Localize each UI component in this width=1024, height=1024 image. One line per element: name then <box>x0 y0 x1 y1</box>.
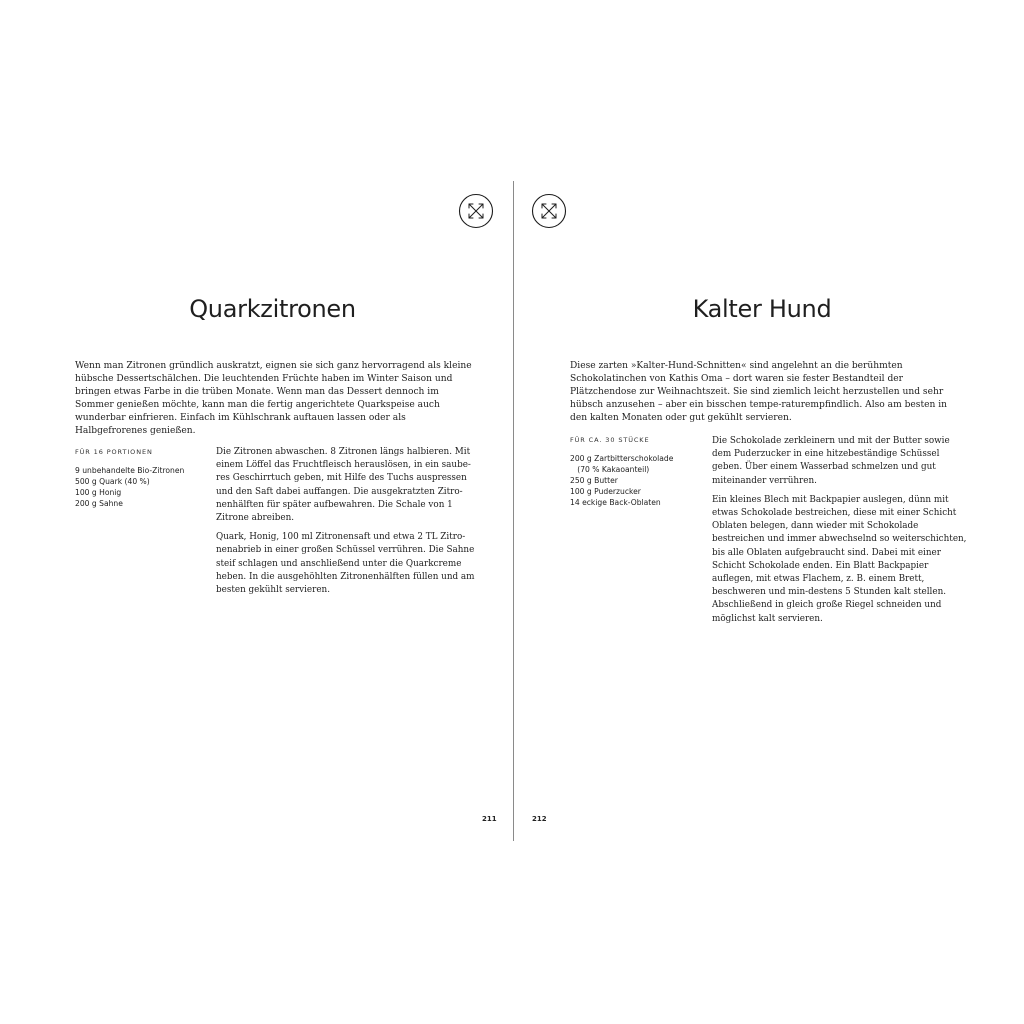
page-number: 211 <box>482 815 497 823</box>
ingredient-item: 100 g Honig <box>75 488 122 497</box>
ingredient-item: 250 g Butter <box>570 476 618 485</box>
recipe-intro: Wenn man Zitronen gründlich auskratzt, eignen sie sich ganz hervorragend als kleine hübsche Dessertschälchen. Die leuchtenden Früchte haben im Winter Saison und bringen etwas Farbe in die trüben Monate. Wenn man das Dessert dennoch im Sommer genießen möchte, kann man die fertig angerichtete Quarkspeise auch wunderbar einfrieren. Einfach im Kühlschrank auftauen lassen oder als Halbgefrorenes genießen. <box>75 361 472 436</box>
ingredient-item: 500 g Quark (40 %) <box>75 477 150 486</box>
ingredients-list <box>75 465 205 509</box>
recipe-title: Quarkzitronen <box>189 295 356 323</box>
method-block <box>216 446 476 603</box>
ingredient-item: 14 eckige Back-Oblaten <box>570 498 661 507</box>
recipe-title: Kalter Hund <box>692 295 832 323</box>
ingredient-item: 200 g Sahne <box>75 499 123 508</box>
method-paragraph: Quark, Honig, 100 ml Zitronensaft und etwa 2 TL Zitro-nenabrieb in einer großen Schüssel verrühren. Die Sahne steif schlagen und anschließend unter die Quarkcreme heben. In die ausgehöhlten Zitronenhälften füllen und am besten gekühlt servieren. <box>216 532 475 596</box>
recipe-intro: Diese zarten »Kalter-Hund-Schnitten« sind angelehnt an die berühmten Schokolatinchen von Kathis Oma – dort waren sie fester Bestandteil der Plätzchendose zur Weihnachtszeit. Sie sind ziemlich leicht herzustellen und sehr hübsch anzusehen – aber ein bisschen tempe-raturempfindlich. Also am besten in den kalten Monaten oder gut gekühlt servieren. <box>570 361 948 423</box>
right-page <box>514 0 1024 1024</box>
ingredients-list <box>570 453 700 508</box>
method-paragraph: Die Schokolade zerkleinern und mit der Butter sowie dem Puderzucker in eine hitzebeständige Schüssel geben. Über einem Wasserbad schmelzen und gut miteinander verrühren. <box>712 436 950 486</box>
method-paragraph: Die Zitronen abwaschen. 8 Zitronen längs halbieren. Mit einem Löffel das Fruchtfleisch herauslösen, in ein saube-res Geschirrtuch geben, mit Hilfe des Tuchs auspressen und den Saft dabei auffangen. Die ausgekratzten Zitro-nenhälften für später aufbewahren. Die Schale von 1 Zitrone abreiben. <box>216 447 471 524</box>
ingredient-item: 9 unbehandelte Bio-Zitronen <box>75 466 185 475</box>
page-number: 212 <box>532 815 547 823</box>
ingredient-item: 100 g Puderzucker <box>570 487 641 496</box>
ingredients-heading: FÜR CA. 30 STÜCKE <box>570 436 650 444</box>
ingredients-block <box>570 436 700 508</box>
ingredient-item: (70 % Kakaoanteil) <box>570 465 650 474</box>
method-paragraph: Ein kleines Blech mit Backpapier auslegen, dünn mit etwas Schokolade bestreichen, diese mit einer Schicht Oblaten belegen, dann wieder mit Schokolade bestreichen und immer abwechselnd so weiterschichten, bis alle Oblaten aufgebraucht sind. Dabei mit einer Schicht Schokolade enden. Ein Blatt Backpapier auflegen, mit etwas Flachem, z. B. einem Brett, beschweren und min-destens 5 Stunden kalt stellen. Abschließend in gleich große Riegel schneiden und möglichst kalt servieren. <box>712 494 967 624</box>
ingredients-heading: FÜR 16 PORTIONEN <box>75 448 153 456</box>
ingredient-item: 200 g Zartbitterschokolade <box>570 454 674 463</box>
compass-arrows-icon <box>458 193 494 229</box>
method-block <box>712 435 970 632</box>
ingredients-block <box>75 448 205 509</box>
compass-arrows-icon <box>531 193 567 229</box>
